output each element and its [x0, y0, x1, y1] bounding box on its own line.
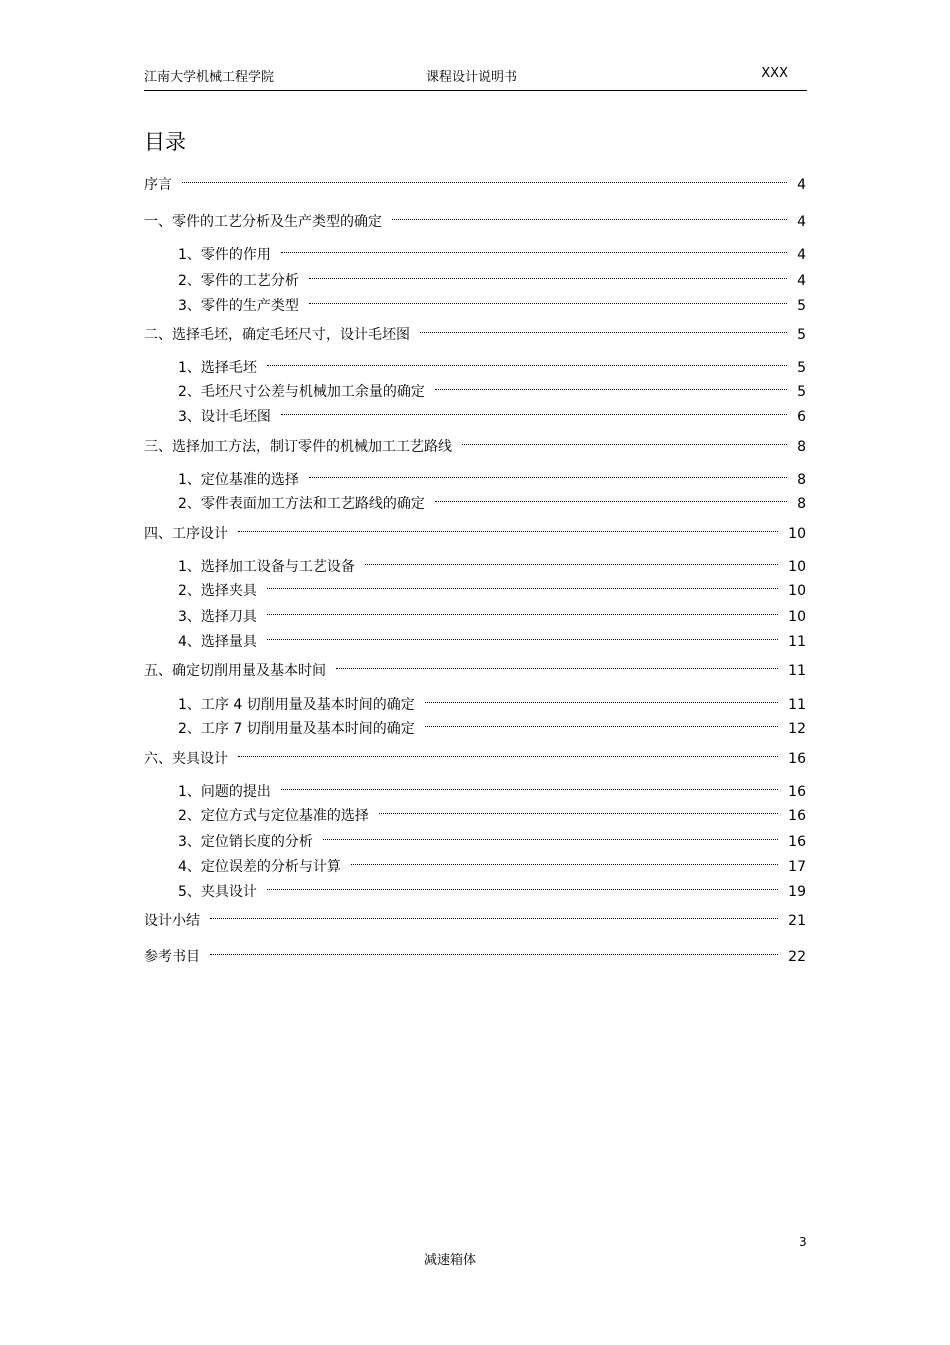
toc-entry-label: 参考书目	[144, 949, 200, 965]
toc-entry-label: 五、确定切削用量及基本时间	[144, 663, 326, 679]
toc-entry-page: 10	[788, 583, 806, 599]
toc-leader-dots	[182, 182, 787, 183]
toc-leader-dots	[336, 668, 778, 669]
header-school: 江南大学机械工程学院	[144, 70, 275, 85]
toc-entry-label: 3、选择刀具	[178, 609, 257, 625]
toc-entry-page: 4	[797, 273, 806, 289]
toc-leader-dots	[267, 639, 778, 640]
toc-leader-dots	[267, 889, 778, 890]
toc-entry-page: 8	[797, 472, 806, 488]
toc-entry-page: 10	[788, 559, 806, 575]
toc-entry[interactable]	[178, 407, 806, 427]
toc-entry[interactable]	[144, 175, 806, 195]
toc-leader-dots	[267, 614, 778, 615]
toc-entry-label: 2、零件的工艺分析	[178, 273, 299, 289]
toc-entry[interactable]	[178, 832, 806, 852]
toc-entry-page: 5	[797, 298, 806, 314]
toc-leader-dots	[267, 588, 778, 589]
toc-entry[interactable]	[178, 358, 806, 378]
header-author: XXX	[761, 66, 788, 81]
toc-entry-page: 12	[788, 721, 806, 737]
page-number: 3	[799, 1235, 807, 1249]
header-rule	[144, 90, 807, 91]
toc-leader-dots	[281, 252, 787, 253]
toc-entry[interactable]	[178, 782, 806, 802]
toc-entry-label: 2、毛坯尺寸公差与机械加工余量的确定	[178, 384, 425, 400]
toc-entry-page: 11	[788, 634, 806, 650]
toc-entry-label: 3、零件的生产类型	[178, 298, 299, 314]
toc-entry-page: 22	[788, 949, 806, 965]
toc-leader-dots	[323, 839, 778, 840]
toc-entry-label: 序言	[144, 177, 172, 193]
toc-leader-dots	[435, 389, 787, 390]
toc-entry-page: 10	[788, 609, 806, 625]
toc-entry-label: 1、选择加工设备与工艺设备	[178, 559, 355, 575]
toc-entry-label: 三、选择加工方法，制订零件的机械加工工艺路线	[144, 439, 452, 455]
toc-leader-dots	[425, 726, 778, 727]
toc-leader-dots	[462, 444, 787, 445]
toc-entry[interactable]	[178, 857, 806, 877]
toc-entry-label: 1、定位基准的选择	[178, 472, 299, 488]
toc-entry-label: 四、工序设计	[144, 526, 228, 542]
toc-entry-page: 5	[797, 384, 806, 400]
toc-entry-label: 1、问题的提出	[178, 784, 271, 800]
toc-leader-dots	[238, 531, 778, 532]
toc-entry[interactable]	[178, 607, 806, 627]
toc-entry-label: 二、选择毛坯，确定毛坯尺寸，设计毛坯图	[144, 327, 410, 343]
toc-entry-label: 2、零件表面加工方法和工艺路线的确定	[178, 496, 425, 512]
toc-entry-page: 21	[788, 913, 806, 929]
toc-entry[interactable]	[178, 557, 806, 577]
toc-entry-label: 3、设计毛坯图	[178, 409, 271, 425]
header-doc-title: 课程设计说明书	[426, 70, 518, 85]
toc-entry-page: 4	[797, 247, 806, 263]
toc-entry-page: 10	[788, 526, 806, 542]
toc-entry-page: 11	[788, 663, 806, 679]
toc-entry-label: 5、夹具设计	[178, 884, 257, 900]
toc-entry[interactable]	[178, 494, 806, 514]
toc-entry-page: 11	[788, 697, 806, 713]
page-footer: 减速箱体	[424, 1253, 477, 1268]
toc-entry[interactable]	[178, 695, 806, 715]
toc-leader-dots	[281, 414, 787, 415]
toc-entry[interactable]	[178, 632, 806, 652]
toc-leader-dots	[309, 477, 787, 478]
toc-entry-page: 4	[797, 214, 806, 230]
toc-entry-page: 16	[788, 751, 806, 767]
toc-entry-label: 4、选择量具	[178, 634, 257, 650]
toc-entry-label: 一、零件的工艺分析及生产类型的确定	[144, 214, 382, 230]
toc-entry[interactable]	[144, 325, 806, 345]
toc-entry[interactable]	[144, 911, 806, 931]
toc-entry-page: 16	[788, 808, 806, 824]
toc-entry-label: 六、夹具设计	[144, 751, 228, 767]
page-header	[144, 66, 806, 86]
toc-entry-page: 5	[797, 360, 806, 376]
toc-leader-dots	[210, 954, 778, 955]
toc-entry-label: 2、工序 7 切削用量及基本时间的确定	[178, 721, 415, 737]
toc-entry[interactable]	[144, 524, 806, 544]
toc-leader-dots	[267, 365, 787, 366]
toc-entry-label: 3、定位销长度的分析	[178, 834, 313, 850]
toc-entry[interactable]	[178, 245, 806, 265]
toc-entry-page: 4	[797, 177, 806, 193]
toc-entry-label: 4、定位误差的分析与计算	[178, 859, 341, 875]
toc-entry-page: 8	[797, 496, 806, 512]
toc-entry[interactable]	[178, 581, 806, 601]
toc-entry[interactable]	[178, 296, 806, 316]
toc-leader-dots	[281, 789, 778, 790]
toc-leader-dots	[435, 501, 787, 502]
toc-leader-dots	[210, 918, 778, 919]
toc-entry[interactable]	[144, 437, 806, 457]
toc-entry[interactable]	[144, 661, 806, 681]
toc-entry-page: 16	[788, 834, 806, 850]
toc-entry[interactable]	[178, 882, 806, 902]
toc-leader-dots	[309, 303, 787, 304]
toc-entry-page: 8	[797, 439, 806, 455]
toc-entry[interactable]	[178, 719, 806, 739]
toc-entry-label: 2、选择夹具	[178, 583, 257, 599]
toc-entry-label: 1、选择毛坯	[178, 360, 257, 376]
toc-entry[interactable]	[144, 749, 806, 769]
toc-entry[interactable]	[178, 382, 806, 402]
toc-title: 目录	[144, 130, 186, 154]
toc-leader-dots	[425, 702, 778, 703]
toc-leader-dots	[309, 278, 787, 279]
toc-leader-dots	[379, 813, 778, 814]
toc-entry-label: 2、定位方式与定位基准的选择	[178, 808, 369, 824]
toc-entry[interactable]	[178, 470, 806, 490]
toc-entry[interactable]	[178, 271, 806, 291]
toc-leader-dots	[351, 864, 778, 865]
toc-entry-page: 6	[797, 409, 806, 425]
toc-entry-label: 1、零件的作用	[178, 247, 271, 263]
toc-entry-label: 1、工序 4 切削用量及基本时间的确定	[178, 697, 415, 713]
toc-entry-page: 5	[797, 327, 806, 343]
toc-entry[interactable]	[178, 806, 806, 826]
toc-leader-dots	[238, 756, 778, 757]
toc-leader-dots	[392, 219, 787, 220]
toc-entry-page: 16	[788, 784, 806, 800]
toc-entry-page: 19	[788, 884, 806, 900]
toc-leader-dots	[365, 564, 778, 565]
toc-entry-label: 设计小结	[144, 913, 200, 929]
toc-leader-dots	[420, 332, 787, 333]
toc-entry[interactable]	[144, 212, 806, 232]
toc-entry-page: 17	[788, 859, 806, 875]
toc-entry[interactable]	[144, 947, 806, 967]
